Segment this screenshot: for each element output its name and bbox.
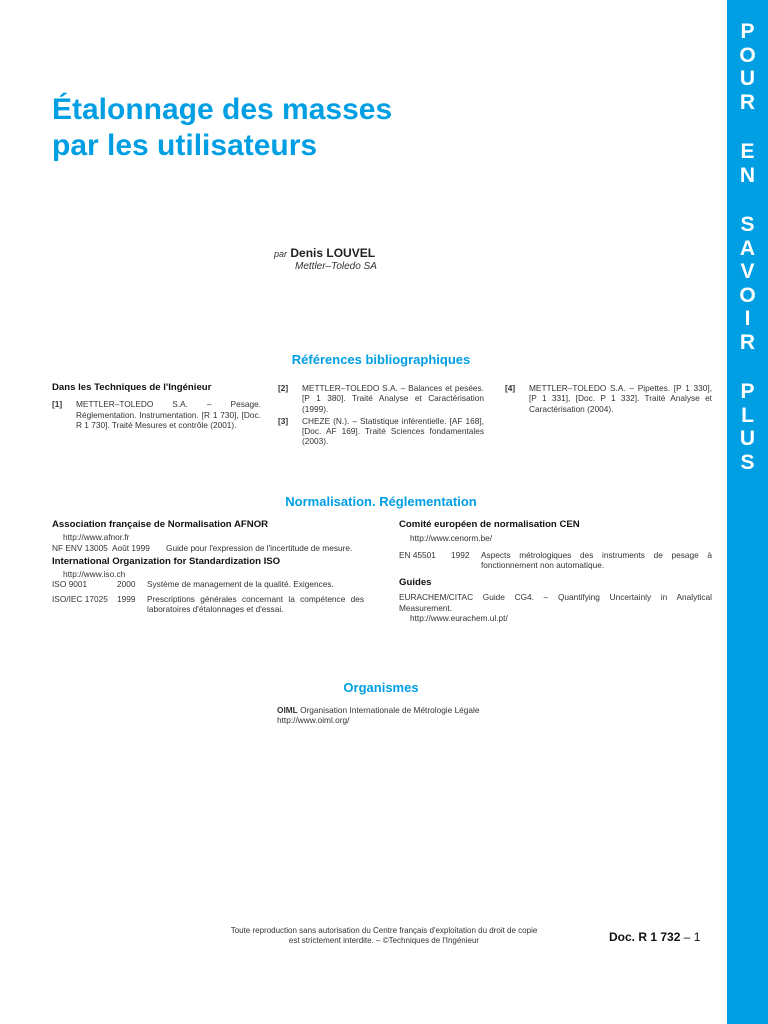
references-col-2 xyxy=(278,383,484,447)
standard-text: Prescriptions générales concernant la compétence des laboratoires d'étalonnages et d'essai. xyxy=(147,593,364,615)
organismes-heading: Organismes xyxy=(343,680,419,695)
references-subheading: Dans les Techniques de l'Ingénieur xyxy=(52,382,212,393)
page-title xyxy=(52,92,392,164)
standard-row xyxy=(52,579,364,589)
title-line-2: par les utilisateurs xyxy=(52,129,318,162)
standard-code: ISO/IEC 17025 xyxy=(52,593,108,604)
standard-year: 1999 xyxy=(117,593,136,604)
side-band-letter: R xyxy=(739,90,756,114)
side-band-letter: I xyxy=(744,307,751,330)
cen-title: Comité européen de normalisation CEN xyxy=(399,519,580,530)
doc-number: Doc. R 1 732 xyxy=(609,930,681,944)
side-band-word xyxy=(727,20,768,114)
copyright-notice xyxy=(200,926,568,945)
document-reference xyxy=(609,930,700,944)
standard-text: Aspects métrologiques des instruments de pesage à fonctionnement non automatique. xyxy=(481,549,712,570)
page-number: – 1 xyxy=(683,930,701,944)
side-band-letter: V xyxy=(740,260,755,283)
side-band-word xyxy=(727,213,768,354)
normalisation-col-left xyxy=(52,520,364,614)
reference-number: [2] xyxy=(278,383,289,393)
standard-text: Guide pour l'expression de l'incertitude de mesure. xyxy=(166,542,353,553)
side-band-letter: P xyxy=(740,380,755,403)
author-block xyxy=(274,246,377,272)
reference-text: METTLER–TOLEDO S.A. – Pipettes. [P 1 330], [P 1 331], [Doc. P 1 332]. Traité Analyse et Caractérisation (2004). xyxy=(529,383,712,414)
side-band-word xyxy=(727,140,768,187)
side-band xyxy=(727,0,768,1024)
organisme-url: http://www.oiml.org/ xyxy=(277,715,350,726)
afnor-title: Association française de Normalisation AFNOR xyxy=(52,519,269,530)
standard-row xyxy=(399,550,712,571)
standard-year: Août 1999 xyxy=(112,542,150,553)
side-band-letter: N xyxy=(739,163,756,187)
standard-row xyxy=(52,543,364,553)
side-band-letter: E xyxy=(740,140,755,163)
side-band-letter: S xyxy=(740,450,755,474)
reference-item xyxy=(505,383,712,414)
side-band-letter: O xyxy=(739,43,756,67)
standard-code: EN 45501 xyxy=(399,549,436,560)
author-name: Denis LOUVEL xyxy=(290,246,376,260)
iso-url: http://www.iso.ch xyxy=(63,569,126,580)
side-band-words xyxy=(727,20,768,500)
guide-text: EURACHEM/CITAC Guide CG4. – Quantifying Uncertainly in Analytical Measurement. xyxy=(399,592,712,613)
standard-year: 2000 xyxy=(117,579,136,590)
normalisation-col-right xyxy=(399,520,712,623)
side-band-letter: U xyxy=(739,427,756,450)
guide-url: http://www.eurachem.ul.pt/ xyxy=(410,613,508,624)
organisme-block xyxy=(277,705,577,726)
reference-text: METTLER–TOLEDO S.A. – Balances et pesées. [P 1 380]. Traité Analyse et Caractérisation (1999). xyxy=(302,383,484,414)
side-band-letter: L xyxy=(741,403,754,427)
side-band-word xyxy=(727,380,768,474)
side-band-letter: U xyxy=(739,67,756,90)
reference-text: METTLER–TOLEDO S.A. – Pesage. Réglementation. Instrumentation. [R 1 730], [Doc. R 1 730]. Traité Mesures et contrôle (2001). xyxy=(76,399,261,430)
references-heading: Références bibliographiques xyxy=(291,352,471,367)
side-band-letter: R xyxy=(739,330,756,354)
organisme-fullname: Organisation Internationale de Métrologie Légale xyxy=(300,705,480,715)
reference-item xyxy=(278,383,484,414)
side-band-letter: P xyxy=(740,20,755,43)
cen-url: http://www.cenorm.be/ xyxy=(410,533,493,544)
title-line-1: Étalonnage des masses xyxy=(52,93,393,126)
side-band-letter: A xyxy=(739,236,756,260)
author-affiliation: Mettler–Toledo SA xyxy=(295,261,377,272)
normalisation-heading: Normalisation. Réglementation xyxy=(285,494,477,509)
reference-number: [1] xyxy=(52,399,63,410)
standard-row xyxy=(52,594,364,615)
reference-text: CHEZE (N.). – Statistique inférentielle. [AF 168], [Doc. AF 169]. Traité Sciences fondamentales (2003). xyxy=(302,415,484,447)
reference-item xyxy=(52,399,261,430)
side-band-letter: O xyxy=(739,283,756,307)
side-band-letter: S xyxy=(740,213,755,236)
guides-title: Guides xyxy=(399,577,432,589)
organisme-acronym: OIML xyxy=(277,705,298,715)
references-col-3 xyxy=(505,383,712,414)
standard-text: Système de management de la qualité. Exigences. xyxy=(147,579,334,590)
references-col-1 xyxy=(52,383,261,430)
author-prefix: par xyxy=(274,249,288,259)
standard-code: ISO 9001 xyxy=(52,579,88,590)
copyright-line-2: est strictement interdite. – ©Techniques de l'Ingénieur xyxy=(288,935,480,945)
copyright-line-1: Toute reproduction sans autorisation du Centre français d'exploitation du droit de copie xyxy=(230,926,538,935)
reference-number: [3] xyxy=(278,415,289,426)
iso-title: International Organization for Standardization ISO xyxy=(52,555,281,567)
afnor-url: http://www.afnor.fr xyxy=(63,532,130,543)
standard-code: NF ENV 13005 xyxy=(52,542,108,553)
standard-year: 1992 xyxy=(451,549,470,560)
reference-item xyxy=(278,416,484,447)
reference-number: [4] xyxy=(505,383,516,393)
